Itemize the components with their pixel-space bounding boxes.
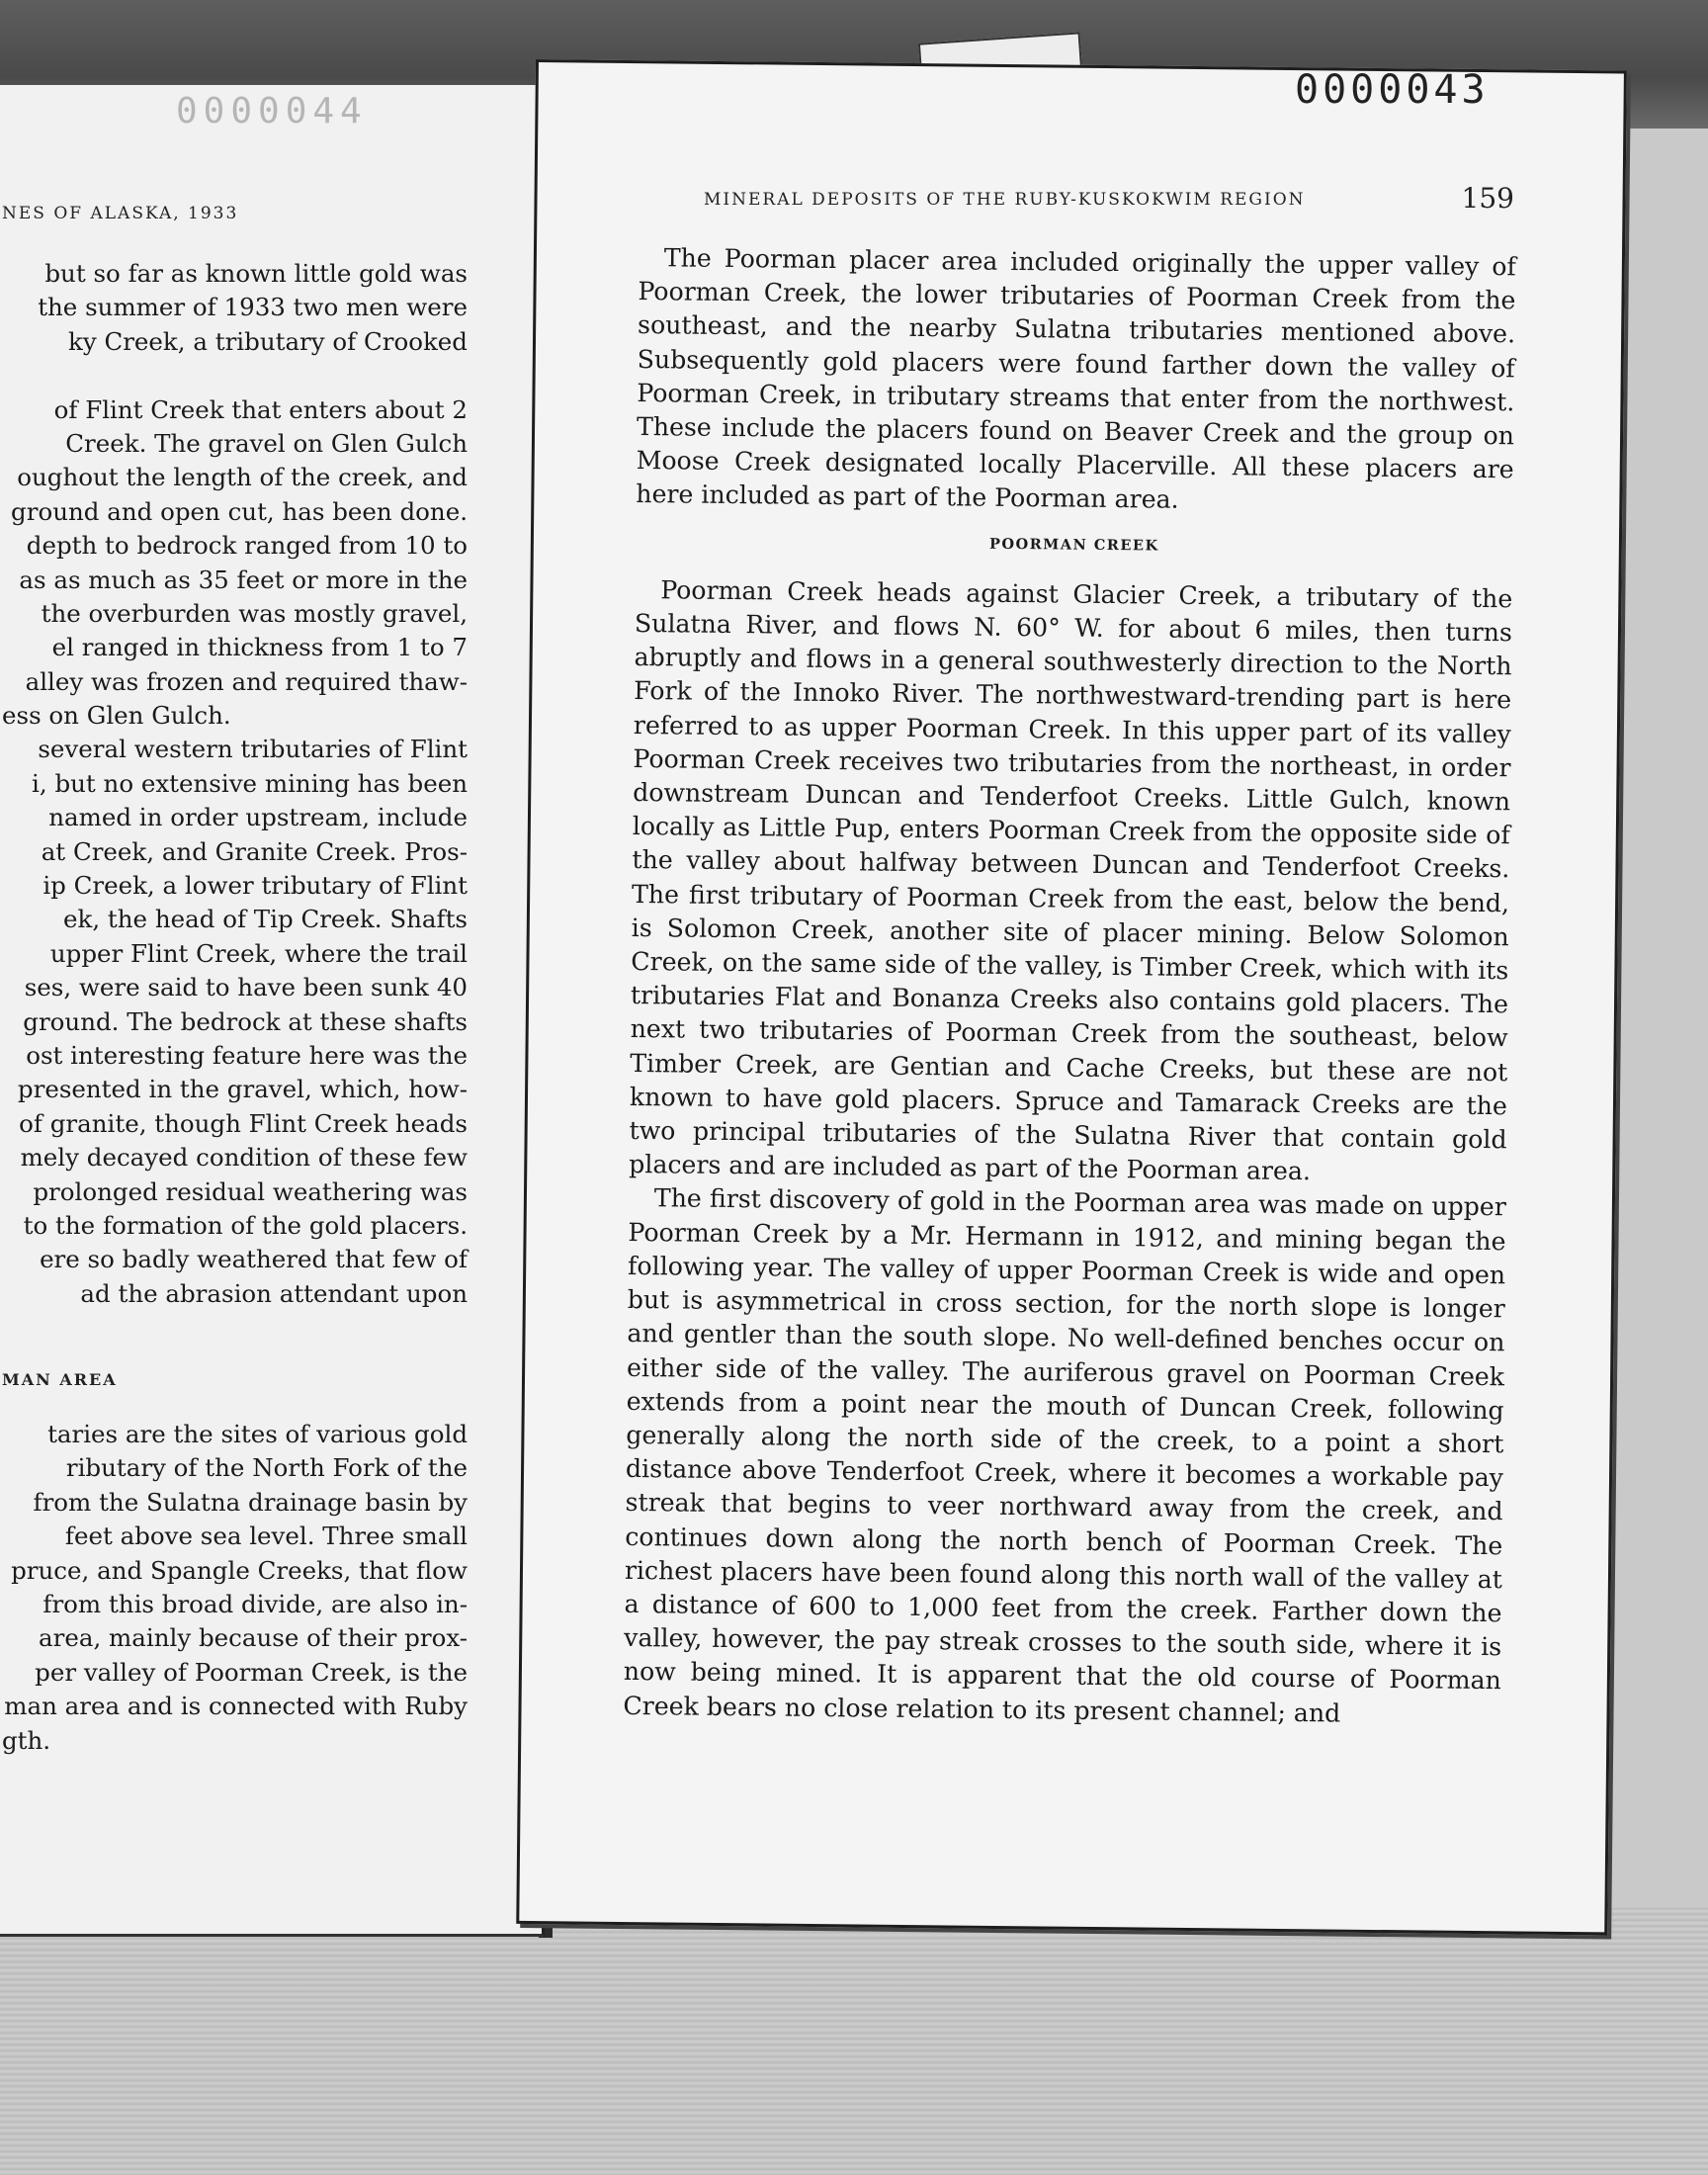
left-line: several western tributaries of Flint: [38, 735, 468, 764]
section-heading: POORMAN CREEK: [988, 535, 1159, 555]
left-page-text-bottom: [0, 1418, 539, 1758]
left-line: man area and is connected with Ruby: [4, 1692, 468, 1721]
left-line: ground. The bedrock at these shafts: [23, 1006, 468, 1036]
page-number: 159: [1461, 182, 1514, 215]
left-line: el ranged in thickness from 1 to 7: [51, 633, 468, 662]
scan-background-bottom: [0, 1908, 1708, 2175]
left-line: as as much as 35 feet or more in the: [19, 565, 468, 594]
left-line: ek, the head of Tip Creek. Shafts: [63, 905, 468, 934]
running-head-title: MINERAL DEPOSITS OF THE RUBY-KUSKOKWIM REGION: [704, 190, 1306, 210]
left-line: of granite, though Flint Creek heads: [19, 1108, 468, 1138]
left-line: to the formation of the gold placers.: [23, 1210, 468, 1240]
left-line: ground and open cut, has been done.: [11, 496, 468, 526]
left-line: mely decayed condition of these few: [20, 1143, 468, 1173]
left-line: ost interesting feature here was the: [26, 1040, 468, 1070]
left-line: depth to bedrock ranged from 10 to: [26, 531, 468, 561]
left-line: but so far as known little gold was: [44, 259, 468, 288]
right-page-body: [623, 241, 1516, 1732]
left-line-gap: [0, 359, 539, 392]
left-line: the summer of 1933 two men were: [38, 293, 468, 322]
left-line: gth.: [2, 1725, 51, 1755]
left-line: ess on Glen Gulch.: [2, 701, 231, 731]
left-line: from the Sulatna drainage basin by: [33, 1487, 468, 1517]
body-paragraph: The first discovery of gold in the Poorman area was made on upper Poorman Creek by a Mr. Hermann in 1912, and mining began the following year. The valley of upper Poorman Creek is wide and open but is asymmetrical in cross section, for the north slope is longer and gentler than the south slope. No well-defined benches occur on either side of the valley. The auriferous gravel on Poorman Creek extends from a point near the mouth of Duncan Creek, following generally along the north side of the creek, to a point a short distance above Tenderfoot Creek, where it becomes a workable pay streak that begins to veer northward away from the creek, and continues down along the north bench of Poorman Creek. The richest placers have been found along this north wall of the valley at a distance of 600 to 1,000 feet from the creek. Farther down the valley, however, the pay streak crosses to the south side, where it is now being mined. It is apparent that the old course of Poorman Creek bears no close relation to its present channel; and: [623, 1183, 1506, 1728]
left-line: ributary of the North Fork of the: [65, 1453, 468, 1483]
right-running-head: [704, 182, 1514, 215]
left-line: Creek. The gravel on Glen Gulch: [65, 428, 468, 458]
left-line: alley was frozen and required thaw-: [25, 666, 468, 696]
left-section-heading: MAN AREA: [2, 1370, 118, 1389]
left-line: the overburden was mostly gravel,: [41, 598, 468, 628]
left-line: area, mainly because of their prox-: [39, 1623, 468, 1653]
left-line: at Creek, and Granite Creek. Pros-: [41, 836, 468, 866]
left-line: i, but no extensive mining has been: [32, 768, 468, 798]
left-line: ses, were said to have been sunk 40: [24, 973, 468, 1002]
left-line: presented in the gravel, which, how-: [17, 1075, 468, 1104]
left-line: of Flint Creek that enters about 2: [53, 394, 468, 424]
body-paragraph: Poorman Creek heads against Glacier Creek, a tributary of the Sulatna River, and flows N. 60° W. for about 6 miles, then turns abruptly and flows in a general southwesterly direction to the North Fork of the Innoko River. The northwestward-trending part is here referred to as upper Poorman Creek. In this upper part of its valley Poorman Creek receives two tributaries from the northeast, in order downstream Duncan and Tenderfoot Creeks. Little Gulch, known locally as Little Pup, enters Poorman Creek from the opposite side of the valley about halfway between Duncan and Tenderfoot Creeks. The first tributary of Poorman Creek from the east, below the bend, is Solomon Creek, another site of placer mining. Below Solomon Creek, on the same side of the valley, is Timber Creek, which with its tributaries Flat and Bonanza Creeks also contains gold placers. The next two tributaries of Poorman Creek from the southeast, below Timber Creek, are Gentian and Cache Creeks, but these are not known to have gold placers. Spruce and Tamarack Creeks are the two principal tributaries of the Sulatna River that contain gold placers and are included as part of the Poorman area.: [629, 575, 1513, 1186]
left-line: feet above sea level. Three small: [64, 1522, 468, 1551]
left-line: ere so badly weathered that few of: [40, 1245, 468, 1274]
right-page-stamp: 0000043: [1295, 67, 1490, 113]
left-line: named in order upstream, include: [48, 803, 468, 832]
left-line: ip Creek, a lower tributary of Flint: [43, 871, 468, 901]
left-line: upper Flint Creek, where the trail: [49, 938, 468, 968]
left-line: oughout the length of the creek, and: [17, 463, 468, 492]
left-page-text: [0, 257, 539, 1311]
intro-paragraph: The Poorman placer area included originally the upper valley of Poorman Creek, the lower tributaries of Poorman Creek from the southeast, and the nearby Sulatna tributaries mentioned above. Subsequently gold placers were found farther down the valley of Poorman Creek, in tributary streams that enter from the northwest. These include the placers found on Beaver Creek and the group on Moose Creek designated locally Placerville. All these placers are here included as part of the Poorman area.: [636, 243, 1516, 515]
left-line: pruce, and Spangle Creeks, that flow: [11, 1555, 468, 1585]
left-line: per valley of Poorman Creek, is the: [35, 1657, 468, 1687]
left-line: ad the abrasion attendant upon: [80, 1278, 468, 1308]
left-page-stamp: 0000044: [176, 91, 368, 131]
left-line: ky Creek, a tributary of Crooked: [68, 326, 468, 356]
left-line: prolonged residual weathering was: [33, 1176, 468, 1206]
left-line: taries are the sites of various gold: [47, 1420, 468, 1448]
left-running-head: NES OF ALASKA, 1933: [2, 204, 239, 223]
left-line: from this broad divide, are also in-: [43, 1589, 468, 1618]
